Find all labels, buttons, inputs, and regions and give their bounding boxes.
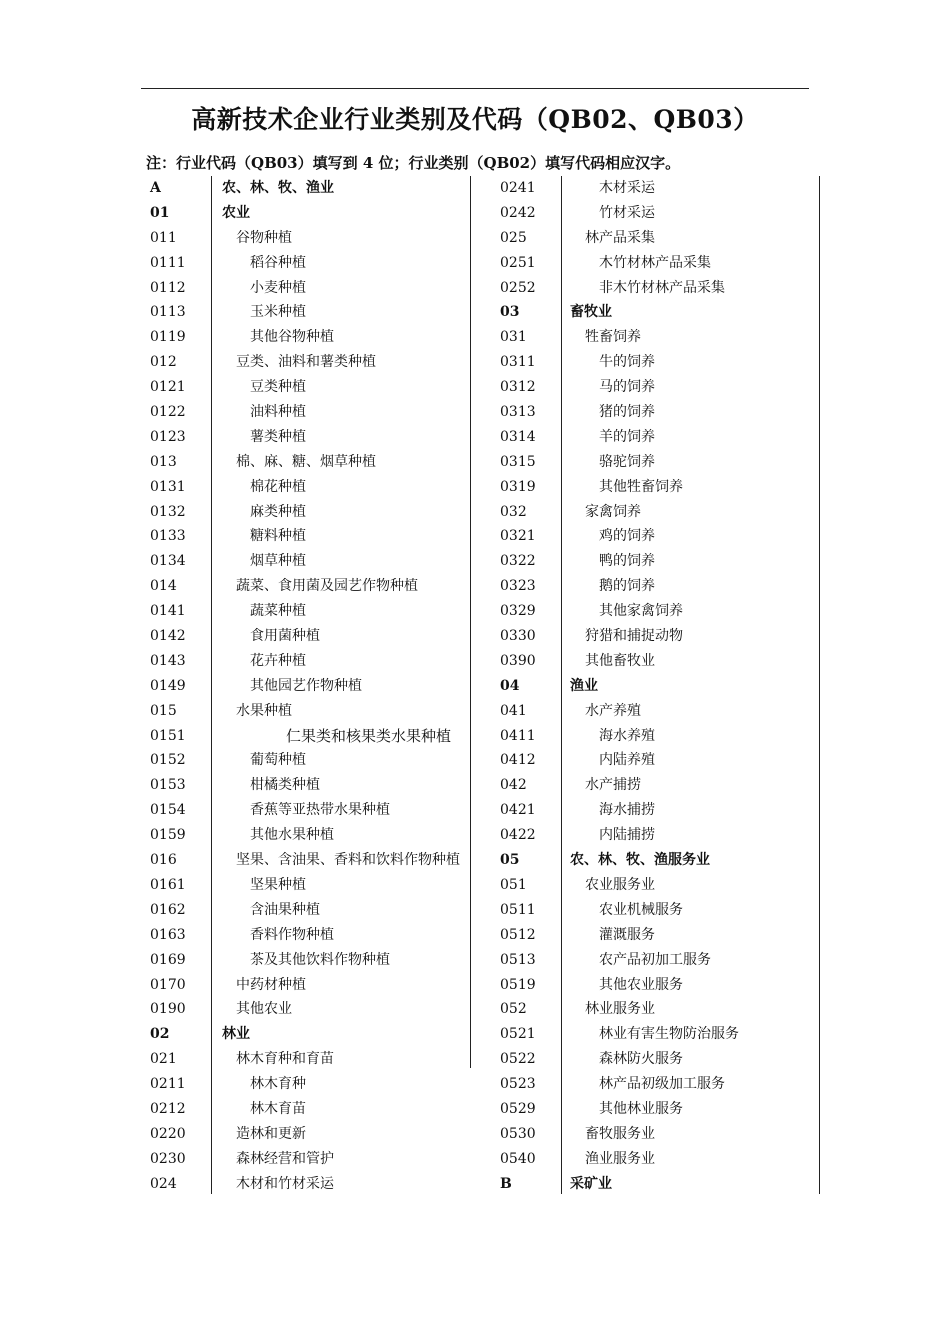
industry-code: 0330 xyxy=(500,628,536,645)
industry-code: 0412 xyxy=(500,752,536,769)
industry-label: 豆类种植 xyxy=(250,379,306,396)
industry-label: 水产养殖 xyxy=(585,702,641,719)
industry-code: 0251 xyxy=(500,254,536,271)
industry-row xyxy=(150,624,470,649)
industry-row xyxy=(500,898,820,923)
industry-row xyxy=(500,350,820,375)
industry-code: 051 xyxy=(500,876,527,893)
industry-code: 0314 xyxy=(500,428,536,445)
industry-code: 0521 xyxy=(500,1026,536,1043)
industry-row xyxy=(500,400,820,425)
industry-row xyxy=(500,450,820,475)
industry-row xyxy=(500,948,820,973)
industry-label: 骆驼饲养 xyxy=(599,453,655,470)
industry-code: 0522 xyxy=(500,1051,536,1068)
industry-label: 薯类种植 xyxy=(250,428,306,445)
industry-row xyxy=(500,973,820,998)
industry-row xyxy=(500,599,820,624)
industry-code: 0131 xyxy=(150,478,186,495)
industry-label: 仁果类和核果类水果种植 xyxy=(286,726,452,745)
industry-row xyxy=(150,176,470,201)
industry-row xyxy=(150,724,470,749)
industry-row xyxy=(500,251,820,276)
industry-code: 0211 xyxy=(150,1076,186,1093)
industry-code: 0329 xyxy=(500,603,536,620)
industry-label: 森林经营和管护 xyxy=(236,1150,334,1167)
industry-code: 0112 xyxy=(150,279,186,296)
industry-label: 花卉种植 xyxy=(250,652,306,669)
industry-label: 木材采运 xyxy=(599,180,655,196)
industry-code: 0163 xyxy=(150,926,186,943)
industry-code: 0319 xyxy=(500,478,536,495)
industry-code: 042 xyxy=(500,777,527,794)
industry-label: 木竹材林产品采集 xyxy=(599,254,711,271)
industry-code: 0133 xyxy=(150,528,186,545)
industry-label: 烟草种植 xyxy=(250,553,306,570)
industry-code: 0134 xyxy=(150,553,186,570)
industry-code: 0113 xyxy=(150,304,186,321)
industry-code: 016 xyxy=(150,852,177,869)
industry-label: 农、林、牧、渔业 xyxy=(222,180,334,196)
industry-label: 采矿业 xyxy=(570,1175,612,1192)
industry-row xyxy=(500,823,820,848)
industry-code: 0511 xyxy=(500,901,536,918)
industry-label: 其他园艺作物种植 xyxy=(250,677,362,694)
industry-code: 0411 xyxy=(500,727,536,744)
industry-code: 0315 xyxy=(500,453,536,470)
industry-row xyxy=(500,524,820,549)
industry-code: 0141 xyxy=(150,603,186,620)
industry-label: 林木育种 xyxy=(250,1076,306,1093)
industry-code: 031 xyxy=(500,329,527,346)
industry-code: 0159 xyxy=(150,827,186,844)
industry-code: 0212 xyxy=(150,1100,186,1117)
industry-label: 牲畜饲养 xyxy=(585,329,641,346)
industry-code: 0321 xyxy=(500,528,536,545)
industry-row xyxy=(500,574,820,599)
industry-row xyxy=(150,400,470,425)
industry-label: 牛的饲养 xyxy=(599,354,655,371)
industry-code: 04 xyxy=(500,677,520,694)
industry-label: 坚果种植 xyxy=(250,876,306,893)
industry-code: 0132 xyxy=(150,503,186,520)
industry-row xyxy=(150,599,470,624)
industry-label: 林业服务业 xyxy=(585,1001,655,1018)
industry-label: 棉花种植 xyxy=(250,478,306,495)
industry-code: 0230 xyxy=(150,1150,186,1167)
industry-code: 0119 xyxy=(150,329,186,346)
industry-label: 农业机械服务 xyxy=(599,901,683,918)
industry-code: 0169 xyxy=(150,951,186,968)
industry-row xyxy=(500,997,820,1022)
industry-label: 林木育苗 xyxy=(250,1100,306,1117)
industry-label: 豆类、油料和薯类种植 xyxy=(236,354,376,371)
industry-code: 0154 xyxy=(150,802,186,819)
industry-code: 0151 xyxy=(150,727,186,744)
industry-label: 内陆养殖 xyxy=(599,752,655,769)
industry-label: 羊的饲养 xyxy=(599,428,655,445)
industry-label: 葡萄种植 xyxy=(250,752,306,769)
industry-label: 含油果种植 xyxy=(250,901,320,918)
industry-code: 021 xyxy=(150,1051,177,1068)
industry-row xyxy=(150,1047,470,1072)
industry-row xyxy=(150,1147,470,1172)
industry-row xyxy=(500,1097,820,1122)
industry-label: 林产品初级加工服务 xyxy=(599,1076,725,1093)
industry-row xyxy=(150,699,470,724)
industry-code: 0312 xyxy=(500,379,536,396)
industry-label: 其他谷物种植 xyxy=(250,329,334,346)
industry-row xyxy=(150,773,470,798)
industry-row xyxy=(150,1097,470,1122)
industry-row xyxy=(150,1172,470,1197)
industry-code: 02 xyxy=(150,1026,170,1043)
industry-code: 0421 xyxy=(500,802,536,819)
industry-row xyxy=(500,699,820,724)
industry-label: 香蕉等亚热带水果种植 xyxy=(250,802,390,819)
industry-row xyxy=(150,1122,470,1147)
industry-label: 马的饲养 xyxy=(599,379,655,396)
right-column xyxy=(500,176,820,1197)
industry-label: 坚果、含油果、香料和饮料作物种植 xyxy=(236,852,460,869)
industry-code: 0152 xyxy=(150,752,186,769)
industry-row xyxy=(150,325,470,350)
industry-label: 其他农业 xyxy=(236,1001,292,1018)
industry-label: 林木育种和育苗 xyxy=(236,1051,334,1068)
industry-row xyxy=(500,201,820,226)
industry-label: 海水捕捞 xyxy=(599,802,655,819)
industry-label: 小麦种植 xyxy=(250,279,306,296)
industry-label: 狩猎和捕捉动物 xyxy=(585,628,683,645)
industry-label: 非木竹材林产品采集 xyxy=(599,279,725,296)
industry-label: 鹅的饲养 xyxy=(599,578,655,595)
industry-code: 0241 xyxy=(500,180,536,196)
industry-row xyxy=(150,1022,470,1047)
industry-row xyxy=(500,873,820,898)
industry-row xyxy=(500,1147,820,1172)
industry-code: 025 xyxy=(500,229,527,246)
industry-code: 0142 xyxy=(150,628,186,645)
industry-row xyxy=(150,500,470,525)
industry-code: 0523 xyxy=(500,1076,536,1093)
divider-left-b xyxy=(470,176,471,1068)
industry-label: 其他畜牧业 xyxy=(585,652,655,669)
industry-code: 0123 xyxy=(150,428,186,445)
industry-row xyxy=(150,201,470,226)
industry-label: 灌溉服务 xyxy=(599,926,655,943)
industry-code: 012 xyxy=(150,354,177,371)
industry-code: 0111 xyxy=(150,254,186,271)
industry-row xyxy=(150,350,470,375)
industry-code: 0143 xyxy=(150,652,186,669)
note-text: 注：行业代码（QB03）填写到 4 位；行业类别（QB02）填写代码相应汉字。 xyxy=(146,154,681,172)
industry-row xyxy=(500,724,820,749)
industry-label: 农产品初加工服务 xyxy=(599,951,711,968)
industry-label: 内陆捕捞 xyxy=(599,827,655,844)
industry-label: 竹材采运 xyxy=(599,204,655,221)
industry-code: 0390 xyxy=(500,652,536,669)
industry-code: 0153 xyxy=(150,777,186,794)
industry-label: 海水养殖 xyxy=(599,727,655,744)
page-title: 高新技术企业行业类别及代码（QB02、QB03） xyxy=(191,105,759,134)
industry-code: 0313 xyxy=(500,404,536,421)
industry-row xyxy=(150,973,470,998)
industry-row xyxy=(150,425,470,450)
industry-code: 0252 xyxy=(500,279,536,296)
industry-row xyxy=(150,798,470,823)
industry-label: 食用菌种植 xyxy=(250,628,320,645)
industry-code: 013 xyxy=(150,453,177,470)
industry-row xyxy=(500,1122,820,1147)
industry-row xyxy=(500,500,820,525)
industry-label: 蔬菜、食用菌及园艺作物种植 xyxy=(236,578,418,595)
industry-row xyxy=(150,948,470,973)
industry-code: 0529 xyxy=(500,1100,536,1117)
industry-row xyxy=(150,898,470,923)
industry-code: 0162 xyxy=(150,901,186,918)
industry-code: 01 xyxy=(150,204,170,221)
industry-row xyxy=(150,997,470,1022)
industry-row xyxy=(150,475,470,500)
industry-label: 其他水果种植 xyxy=(250,827,334,844)
industry-code: 0220 xyxy=(150,1125,186,1142)
industry-code: 015 xyxy=(150,702,177,719)
industry-label: 畜牧服务业 xyxy=(585,1125,655,1142)
industry-label: 渔业服务业 xyxy=(585,1150,655,1167)
industry-code: 0242 xyxy=(500,204,536,221)
industry-code: 0322 xyxy=(500,553,536,570)
industry-row xyxy=(500,748,820,773)
industry-code: 0161 xyxy=(150,876,186,893)
industry-code: 0122 xyxy=(150,404,186,421)
industry-code: A xyxy=(150,180,161,196)
industry-row xyxy=(500,798,820,823)
industry-row xyxy=(150,375,470,400)
industry-code: 0519 xyxy=(500,976,536,993)
industry-code: 0422 xyxy=(500,827,536,844)
industry-code: 0190 xyxy=(150,1001,186,1018)
industry-row xyxy=(150,848,470,873)
industry-row xyxy=(150,574,470,599)
industry-label: 猪的饲养 xyxy=(599,404,655,421)
industry-label: 林业有害生物防治服务 xyxy=(599,1026,739,1043)
industry-label: 其他林业服务 xyxy=(599,1100,683,1117)
industry-label: 油料种植 xyxy=(250,404,306,421)
industry-label: 柑橘类种植 xyxy=(250,777,320,794)
industry-code: 032 xyxy=(500,503,527,520)
industry-label: 其他农业服务 xyxy=(599,976,683,993)
industry-row xyxy=(500,475,820,500)
industry-label: 鸡的饲养 xyxy=(599,528,655,545)
industry-row xyxy=(150,524,470,549)
industry-row xyxy=(500,624,820,649)
industry-row xyxy=(500,1047,820,1072)
industry-row xyxy=(500,549,820,574)
industry-label: 农业服务业 xyxy=(585,876,655,893)
industry-row xyxy=(150,674,470,699)
industry-code: 0530 xyxy=(500,1125,536,1142)
industry-row xyxy=(500,176,820,201)
industry-code: 0512 xyxy=(500,926,536,943)
industry-label: 渔业 xyxy=(570,677,598,694)
industry-code: 0323 xyxy=(500,578,536,595)
industry-label: 香料作物种植 xyxy=(250,926,334,943)
industry-label: 农、林、牧、渔服务业 xyxy=(570,852,710,869)
industry-label: 林产品采集 xyxy=(585,229,655,246)
industry-label: 棉、麻、糖、烟草种植 xyxy=(236,453,376,470)
industry-label: 林业 xyxy=(222,1026,250,1043)
industry-row xyxy=(500,1172,820,1197)
industry-row xyxy=(150,1072,470,1097)
industry-row xyxy=(150,450,470,475)
industry-row xyxy=(500,649,820,674)
industry-label: 木材和竹材采运 xyxy=(236,1175,334,1192)
industry-code: 0513 xyxy=(500,951,536,968)
industry-row xyxy=(150,873,470,898)
industry-row xyxy=(150,748,470,773)
industry-row xyxy=(150,549,470,574)
industry-row xyxy=(150,649,470,674)
industry-row xyxy=(150,823,470,848)
industry-label: 家禽饲养 xyxy=(585,503,641,520)
industry-label: 麻类种植 xyxy=(250,503,306,520)
industry-code: 05 xyxy=(500,852,520,869)
industry-row xyxy=(500,848,820,873)
industry-row xyxy=(500,325,820,350)
industry-code: 0170 xyxy=(150,976,186,993)
industry-code: 0149 xyxy=(150,677,186,694)
top-rule xyxy=(141,88,809,89)
industry-label: 鸭的饲养 xyxy=(599,553,655,570)
industry-label: 中药材种植 xyxy=(236,976,306,993)
industry-label: 森林防火服务 xyxy=(599,1051,683,1068)
industry-label: 蔬菜种植 xyxy=(250,603,306,620)
industry-row xyxy=(500,226,820,251)
industry-label: 农业 xyxy=(222,204,250,221)
industry-row xyxy=(150,300,470,325)
industry-code: 011 xyxy=(150,229,177,246)
industry-row xyxy=(500,923,820,948)
industry-code: 052 xyxy=(500,1001,527,1018)
industry-row xyxy=(500,1022,820,1047)
industry-label: 水果种植 xyxy=(236,702,292,719)
industry-label: 茶及其他饮料作物种植 xyxy=(250,951,390,968)
industry-label: 畜牧业 xyxy=(570,304,612,321)
industry-row xyxy=(150,276,470,301)
industry-row xyxy=(500,300,820,325)
industry-code: 0540 xyxy=(500,1150,536,1167)
industry-row xyxy=(500,276,820,301)
left-column xyxy=(150,176,470,1197)
industry-label: 造林和更新 xyxy=(236,1125,306,1142)
industry-code: 03 xyxy=(500,304,520,321)
industry-label: 稻谷种植 xyxy=(250,254,306,271)
industry-code: 014 xyxy=(150,578,177,595)
industry-row xyxy=(500,375,820,400)
industry-row xyxy=(150,923,470,948)
industry-row xyxy=(500,773,820,798)
industry-label: 糖料种植 xyxy=(250,528,306,545)
industry-label: 水产捕捞 xyxy=(585,777,641,794)
industry-code: 0311 xyxy=(500,354,536,371)
industry-label: 其他牲畜饲养 xyxy=(599,478,683,495)
industry-row xyxy=(500,1072,820,1097)
industry-label: 玉米种植 xyxy=(250,304,306,321)
industry-code: 0121 xyxy=(150,379,186,396)
industry-code: 024 xyxy=(150,1175,177,1192)
industry-row xyxy=(500,674,820,699)
industry-label: 谷物种植 xyxy=(236,229,292,246)
industry-code: 041 xyxy=(500,702,527,719)
industry-row xyxy=(150,226,470,251)
industry-label: 其他家禽饲养 xyxy=(599,603,683,620)
industry-row xyxy=(500,425,820,450)
industry-row xyxy=(150,251,470,276)
industry-code: B xyxy=(500,1175,512,1192)
